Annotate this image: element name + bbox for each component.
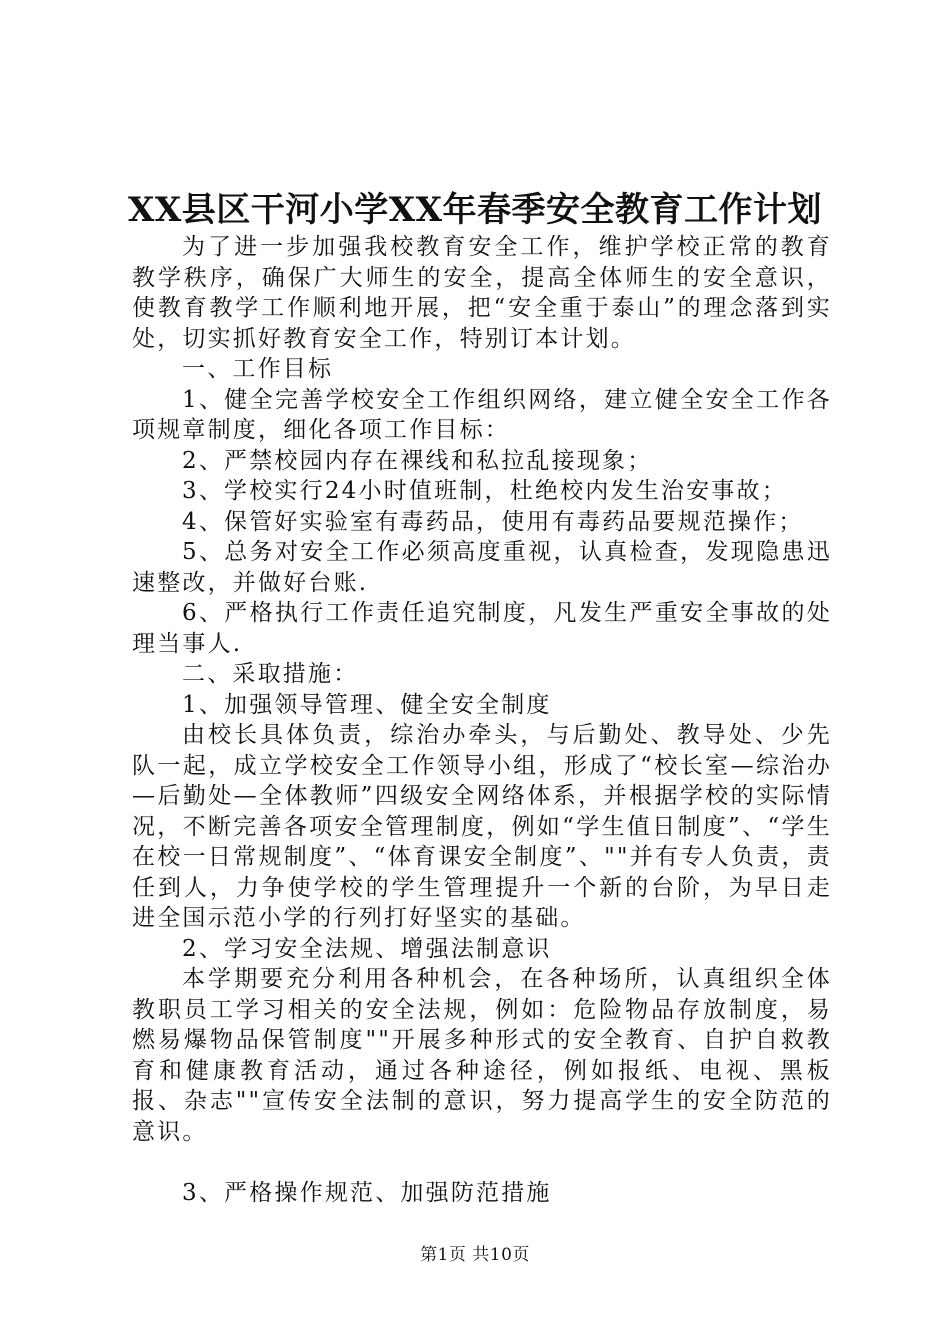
section-heading-goals: 一、工作目标	[182, 356, 334, 382]
measure-heading-2: 2、学习安全法规、增强法制意识	[182, 935, 552, 962]
measure-heading-1: 1、加强领导管理、健全安全制度	[182, 691, 552, 718]
document-title: XX县区干河小学XX年春季安全教育工作计划	[127, 190, 823, 230]
goal-item-6: 6、严格执行工作责任追究制度，凡发生严重安全事故的处理当事人.	[132, 600, 832, 657]
page-number: 第1页 共10页	[420, 1245, 530, 1265]
measure-paragraph-2: 本学期要充分利用各种机会，在各种场所，认真组织全体教职员工学习相关的安全法规，例如：危险物品存放制度，易燃易爆物品保管制度""开展多种形式的安全教育、自护自救教育和健康教育活动，通过各种途径，例如报纸、电视、黑板报、杂志""宣传安全法制的意识，努力提高学生的安全防范的意识。	[132, 966, 832, 1145]
measure-paragraph-1: 由校长具体负责，综治办牵头，与后勤处、教导处、少先队一起，成立学校安全工作领导小组，形成了“校长室—综治办—后勤处—全体教师”四级安全网络体系，并根据学校的实际情况，不断完善各项安全管理制度，例如“学生值日制度”、“学生在校一日常规制度”、“体育课安全制度”、""并有专人负责，责任到人，力争使学校的学生管理提升一个新的台阶，为早日走进全国示范小学的行列打好坚实的基础。	[132, 722, 832, 931]
paragraph-spacer	[132, 1147, 832, 1178]
goal-item-5: 5、总务对安全工作必须高度重视，认真检查，发现隐患迅速整改，并做好台账.	[132, 539, 832, 596]
document-body	[132, 232, 832, 1209]
goal-item-3: 3、学校实行24小时值班制，杜绝校内发生治安事故；	[182, 478, 787, 504]
paragraph-intro: 为了进一步加强我校教育安全工作，维护学校正常的教育教学秩序，确保广大师生的安全，提高全体师生的安全意识，使教育教学工作顺利地开展，把“安全重于泰山”的理念落到实处，切实抓好教育安全工作，特别订本计划。	[132, 234, 832, 352]
goal-item-2: 2、严禁校园内存在裸线和私拉乱接现象；	[182, 447, 653, 474]
measure-heading-3: 3、严格操作规范、加强防范措施	[182, 1180, 552, 1206]
goal-item-4: 4、保管好实验室有毒药品，使用有毒药品要规范操作；	[182, 508, 804, 535]
goal-item-1: 1、健全完善学校安全工作组织网络，建立健全安全工作各项规章制度，细化各项工作目标：	[132, 386, 832, 443]
section-heading-measures: 二、采取措施：	[182, 661, 359, 687]
